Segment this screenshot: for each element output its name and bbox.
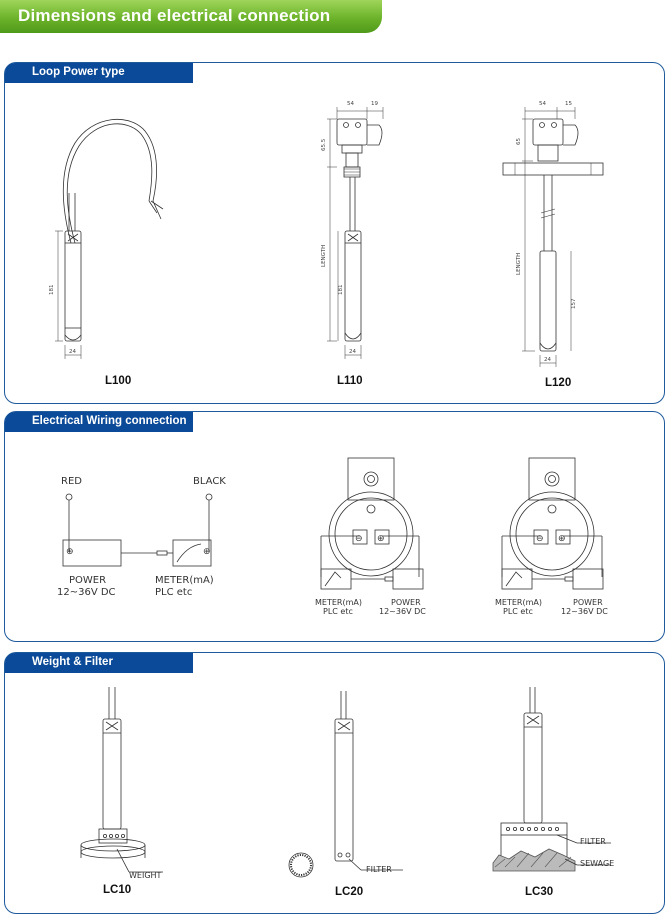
svg-text:⊖: ⊖ — [536, 533, 544, 543]
svg-text:⊕: ⊕ — [203, 546, 211, 556]
l100-width-dim: 24 — [69, 349, 76, 355]
l120-top-b-dim: 15 — [565, 101, 572, 107]
svg-text:⊕: ⊕ — [66, 546, 74, 556]
l120-head-dim: 65 — [516, 138, 522, 145]
diagram-a-power-label: POWER — [69, 575, 107, 586]
l120-length-label: LENGTH — [516, 252, 522, 275]
svg-text:⊕: ⊕ — [558, 533, 566, 543]
lc30-sewage-label: SEWAGE — [580, 859, 615, 868]
l100-length-dim: 181 — [49, 284, 55, 295]
diagram-a-meter-sub: PLC etc — [155, 587, 193, 598]
diagram-b-meter-label: METER(mA) — [315, 598, 362, 607]
lc10-weight-label: WEIGHT — [129, 871, 162, 880]
diagram-b-meter-sub: PLC etc — [323, 607, 353, 616]
diagram-c-power-label: POWER — [573, 598, 603, 607]
lc30-filter-label: FILTER — [580, 837, 606, 846]
loop-power-title: Loop Power type — [32, 66, 125, 78]
weight-filter-section — [4, 652, 665, 914]
weight-filter-title: Weight & Filter — [32, 656, 113, 668]
lc20-drawing — [289, 691, 403, 877]
l120-label: L120 — [545, 377, 572, 389]
diagram-b-power-label: POWER — [391, 598, 421, 607]
diagram-c-power-voltage: 12~36V DC — [561, 607, 608, 616]
l110-top-b-dim: 19 — [371, 101, 378, 107]
wiring-diagram-c — [502, 458, 603, 589]
l110-label: L110 — [337, 375, 363, 387]
diagram-b-power-voltage: 12~36V DC — [379, 607, 426, 616]
l120-length-dim: 157 — [571, 298, 577, 309]
diagram-c-meter-label: METER(mA) — [495, 598, 542, 607]
l110-width-dim: 24 — [349, 349, 356, 355]
lc10-label: LC10 — [103, 884, 132, 896]
l110-head-dim: 65.5 — [321, 138, 327, 151]
wire-black-label: BLACK — [193, 476, 226, 487]
page-title-banner — [0, 0, 382, 33]
wiring-diagram-b — [321, 458, 423, 589]
weight-filter-drawings — [5, 653, 666, 915]
l100-drawing — [55, 119, 163, 359]
lc30-label: LC30 — [525, 886, 554, 898]
page-title: Dimensions and electrical connection — [18, 6, 331, 25]
l120-drawing — [503, 107, 603, 367]
loop-power-section — [4, 62, 665, 404]
svg-text:⊖: ⊖ — [355, 533, 363, 543]
lc20-filter-label: FILTER — [366, 865, 392, 874]
wiring-diagram-a — [63, 494, 212, 566]
l120-width-dim: 24 — [544, 357, 551, 363]
l110-drawing — [327, 107, 383, 359]
wire-red-label: RED — [61, 476, 82, 487]
wiring-title: Electrical Wiring connection — [32, 415, 187, 427]
wiring-section — [4, 411, 665, 642]
l110-length-dim: 181 — [338, 284, 344, 295]
l110-length-label: LENGTH — [321, 244, 327, 267]
lc20-label: LC20 — [335, 886, 364, 898]
lc10-drawing — [81, 687, 163, 872]
diagram-a-meter-label: METER(mA) — [155, 575, 214, 586]
l100-label: L100 — [105, 375, 132, 387]
diagram-a-power-voltage: 12~36V DC — [57, 587, 116, 598]
l120-top-a-dim: 54 — [539, 101, 546, 107]
svg-text:⊕: ⊕ — [377, 533, 385, 543]
diagram-c-meter-sub: PLC etc — [503, 607, 533, 616]
l110-top-a-dim: 54 — [347, 101, 354, 107]
loop-power-drawings — [5, 63, 666, 405]
